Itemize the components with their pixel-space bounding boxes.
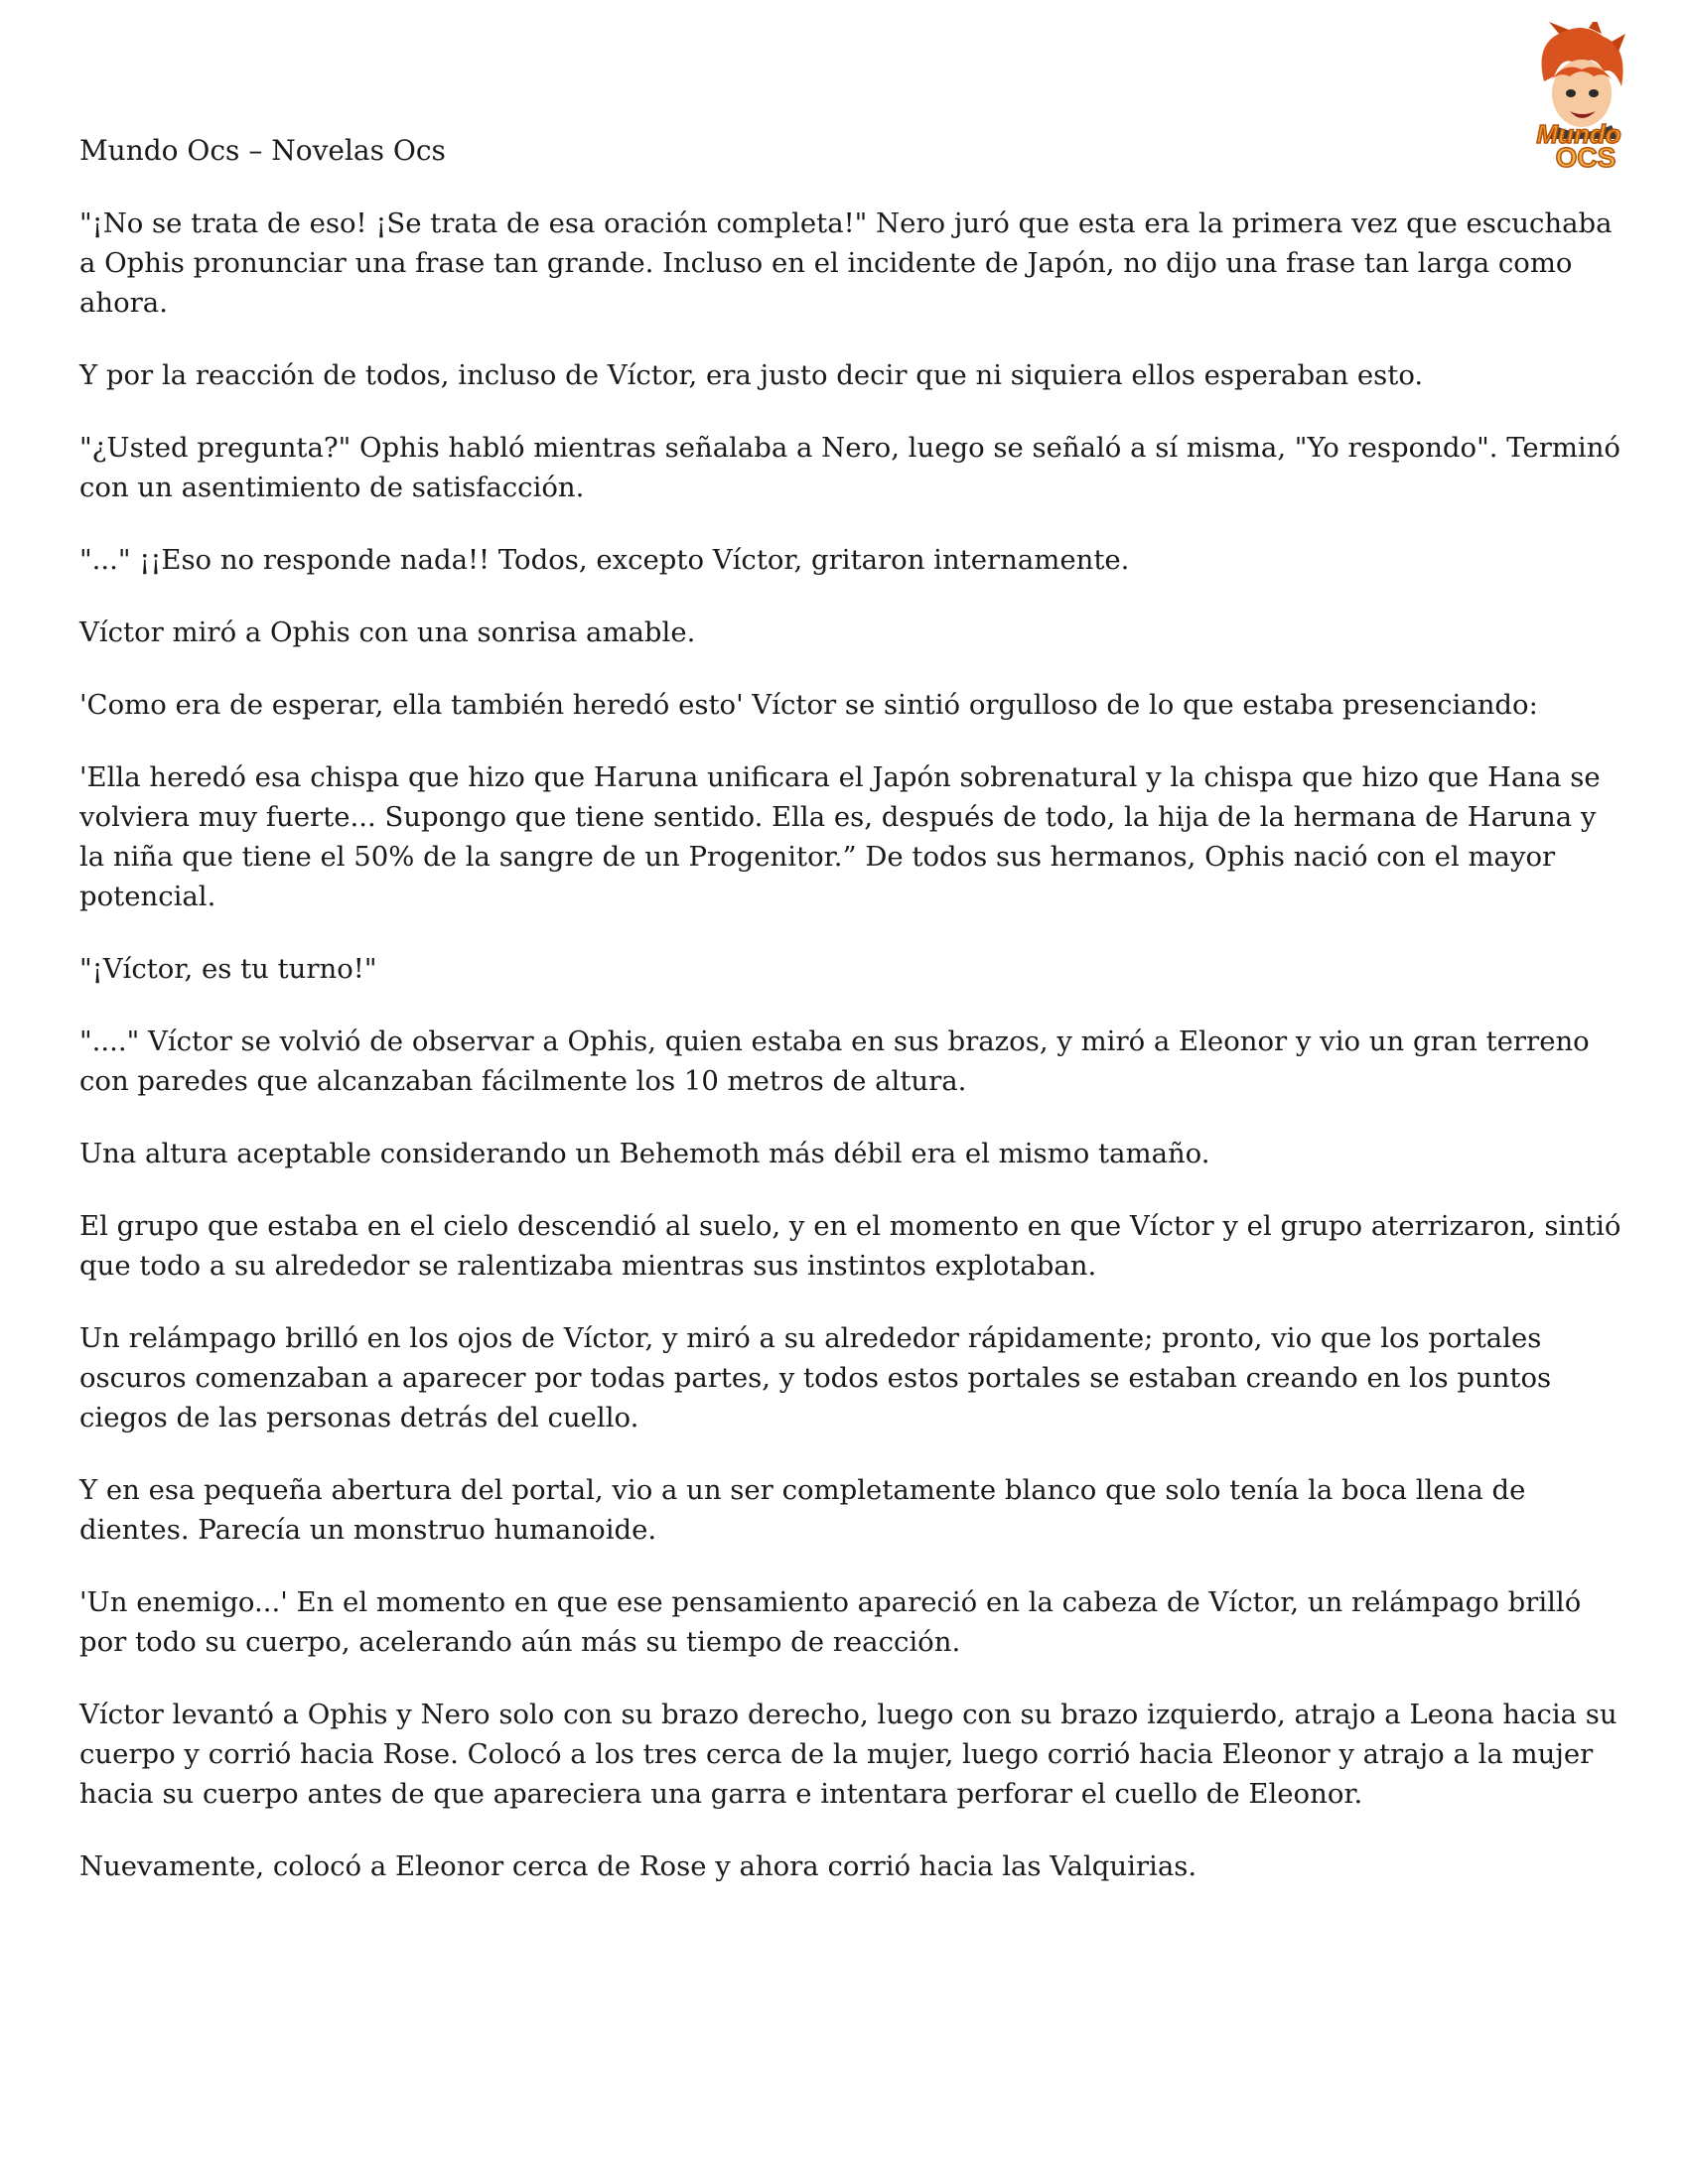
paragraph: 'Ella heredó esa chispa que hizo que Haruna unificara el Japón sobrenatural y la chispa que hizo que Hana se volviera muy fuerte... Supongo que tiene sentido. Ella es, después de todo, la hija de la hermana de Haruna y la niña que tiene el 50% de la sangre de un Progenitor.” De todos sus hermanos, Ophis nació con el mayor potencial. bbox=[79, 761, 1601, 912]
paragraph: "..." ¡¡Eso no responde nada!! Todos, excepto Víctor, gritaron internamente. bbox=[79, 544, 1130, 576]
logo-text-top: Mundo bbox=[1536, 119, 1621, 149]
paragraph: Un relámpago brilló en los ojos de Víctor, y miró a su alrededor rápidamente; pronto, vio que los portales oscuros comenzaban a aparecer por todas partes, y todos estos portales se estaban creando en los puntos ciegos de las personas detrás del cuello. bbox=[79, 1322, 1552, 1433]
mundo-ocs-logo bbox=[1504, 22, 1653, 171]
logo-text-bottom: OCS bbox=[1555, 142, 1617, 171]
paragraph: Y en esa pequeña abertura del portal, vio a un ser completamente blanco que solo tenía la boca llena de dientes. Parecía un monstruo humanoide. bbox=[79, 1474, 1526, 1546]
paragraph: Y por la reacción de todos, incluso de Víctor, era justo decir que ni siquiera ellos esperaban esto. bbox=[79, 359, 1424, 391]
paragraph: "¡No se trata de eso! ¡Se trata de esa oración completa!" Nero juró que esta era la primera vez que escuchaba a Ophis pronunciar una frase tan grande. Incluso en el incidente de Japón, no dijo una frase tan larga como ahora. bbox=[79, 207, 1613, 319]
paragraph: Nuevamente, colocó a Eleonor cerca de Rose y ahora corrió hacia las Valquirias. bbox=[79, 1850, 1197, 1882]
paragraph: Víctor miró a Ophis con una sonrisa amable. bbox=[79, 616, 696, 648]
paragraph: 'Un enemigo...' En el momento en que ese pensamiento apareció en la cabeza de Víctor, un relámpago brilló por todo su cuerpo, acelerando aún más su tiempo de reacción. bbox=[79, 1586, 1582, 1658]
paragraph: "¡Víctor, es tu turno!" bbox=[79, 953, 377, 985]
paragraph: 'Como era de esperar, ella también heredó esto' Víctor se sintió orgulloso de lo que estaba presenciando: bbox=[79, 689, 1538, 721]
document-header: Mundo Ocs – Novelas Ocs bbox=[79, 134, 446, 167]
paragraph: El grupo que estaba en el cielo descendió al suelo, y en el momento en que Víctor y el grupo aterrizaron, sintió que todo a su alrededor se ralentizaba mientras sus instintos explotaban. bbox=[79, 1210, 1621, 1282]
paragraph: Víctor levantó a Ophis y Nero solo con su brazo derecho, luego con su brazo izquierdo, atrajo a Leona hacia su cuerpo y corrió hacia Rose. Colocó a los tres cerca de la mujer, luego corrió hacia Eleonor y atrajo a la mujer hacia su cuerpo antes de que apareciera una garra e intentara perforar el cuello de Eleonor. bbox=[79, 1699, 1618, 1810]
paragraph: "...." Víctor se volvió de observar a Ophis, quien estaba en sus brazos, y miró a Eleonor y vio un gran terreno con paredes que alcanzaban fácilmente los 10 metros de altura. bbox=[79, 1025, 1590, 1097]
paragraph: "¿Usted pregunta?" Ophis habló mientras señalaba a Nero, luego se señaló a sí misma, "Yo respondo". Terminó con un asentimiento de satisfacción. bbox=[79, 432, 1620, 503]
paragraph: Una altura aceptable considerando un Behemoth más débil era el mismo tamaño. bbox=[79, 1138, 1210, 1169]
document-body bbox=[79, 204, 1628, 1919]
